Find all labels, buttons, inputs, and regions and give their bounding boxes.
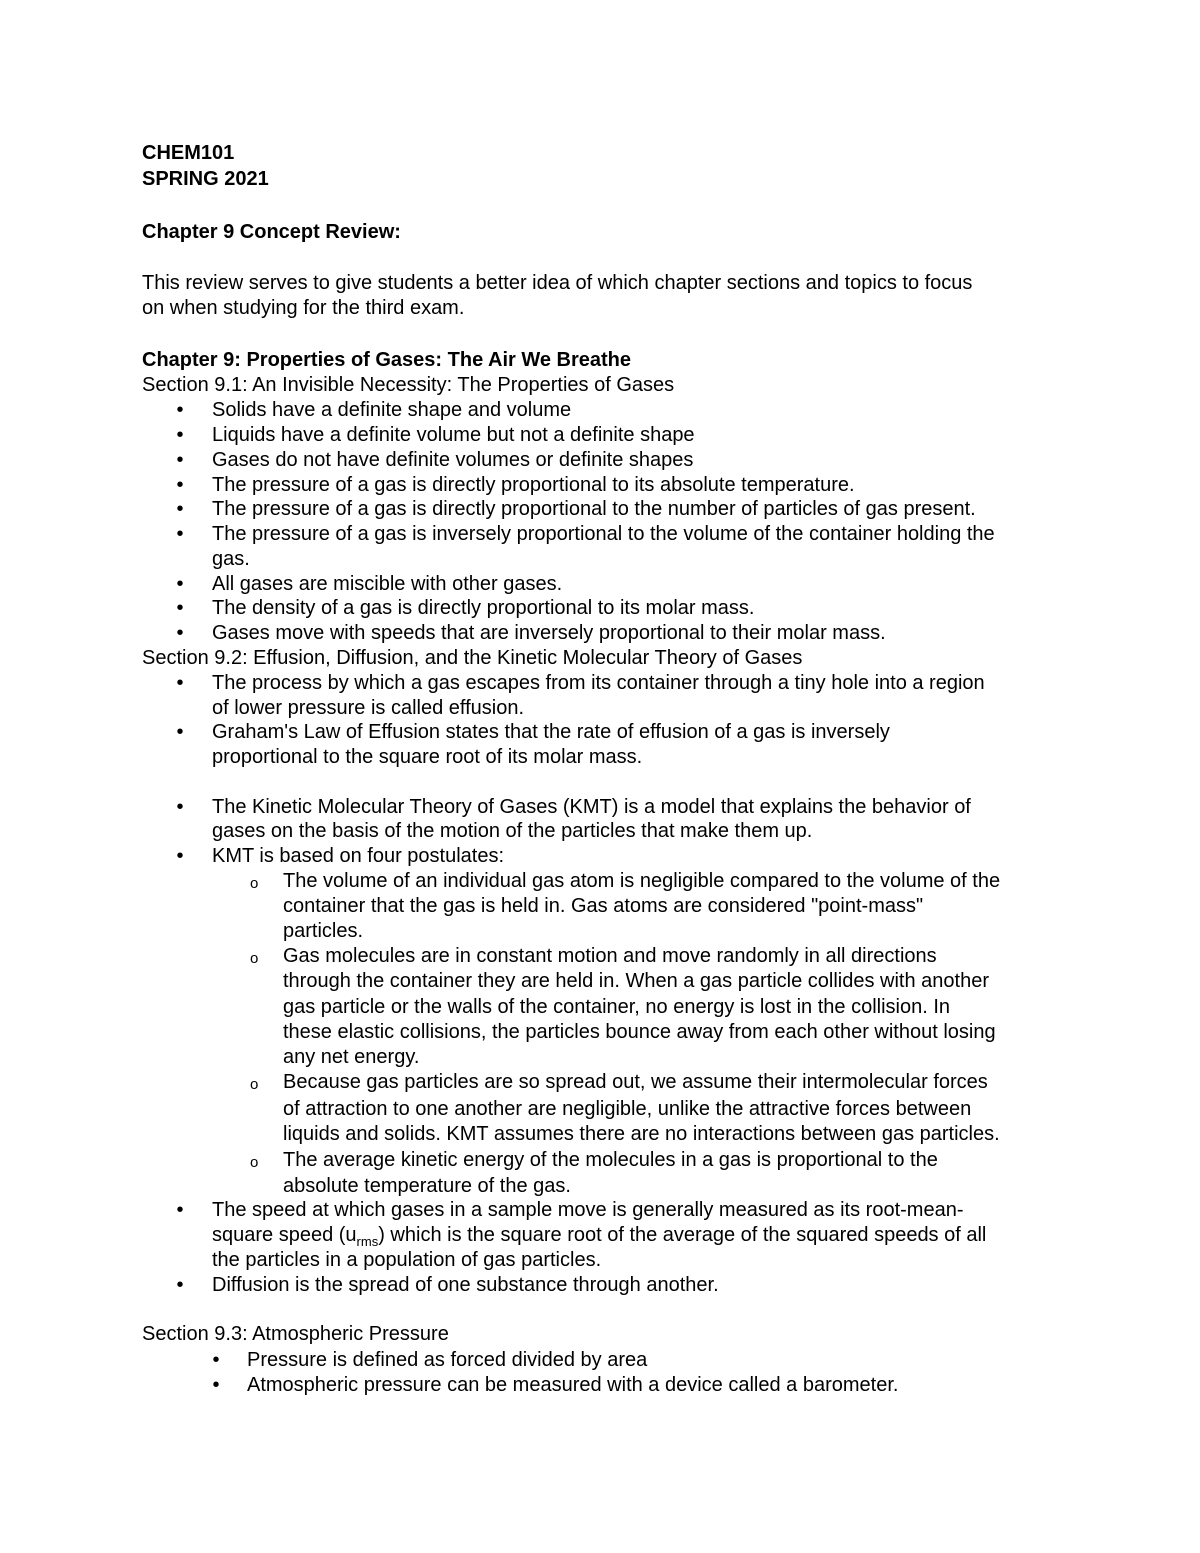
list-item: The speed at which gases in a sample move is generally measured as its root-mean-: [212, 1199, 964, 1221]
list-item: Gases move with speeds that are inversely proportional to their molar mass.: [212, 622, 886, 644]
list-item: The pressure of a gas is directly proportional to the number of particles of gas present.: [212, 498, 976, 520]
sub-list-item-continued: container that the gas is held in. Gas atoms are considered "point-mass": [283, 895, 924, 917]
rms-text-start: square speed (u: [212, 1224, 357, 1246]
bullet-icon: •: [176, 449, 184, 471]
list-item: The density of a gas is directly proportional to its molar mass.: [212, 597, 755, 619]
sub-list-item: Because gas particles are so spread out, we assume their intermolecular forces: [283, 1071, 988, 1093]
bullet-icon: •: [176, 573, 184, 595]
bullet-icon: •: [176, 845, 184, 867]
list-item: Diffusion is the spread of one substance through another.: [212, 1274, 719, 1296]
bullet-icon: •: [176, 1199, 184, 1221]
list-item: The Kinetic Molecular Theory of Gases (KMT) is a model that explains the behavior of: [212, 796, 971, 818]
bullet-icon: •: [176, 672, 184, 694]
sub-list-item-continued: absolute temperature of the gas.: [283, 1175, 571, 1197]
bullet-icon: •: [176, 498, 184, 520]
list-item-continued: of lower pressure is called effusion.: [212, 697, 525, 719]
list-item-continued: gases on the basis of the motion of the particles that make them up.: [212, 820, 813, 842]
term: SPRING 2021: [142, 168, 269, 190]
section-title: Section 9.2: Effusion, Diffusion, and the Kinetic Molecular Theory of Gases: [142, 647, 803, 669]
rms-subscript: rms: [356, 1234, 379, 1249]
sub-list-item-continued: any net energy.: [283, 1046, 420, 1068]
sub-bullet-icon: o: [250, 1076, 259, 1093]
bullet-icon: •: [176, 721, 184, 743]
sub-list-item-continued: gas particle or the walls of the container, no energy is lost in the collision. In: [283, 996, 951, 1018]
rms-text-end: ) which is the square root of the average of the squared speeds of all: [378, 1224, 987, 1246]
sub-bullet-icon: o: [250, 875, 259, 892]
sub-list-item: The volume of an individual gas atom is negligible compared to the volume of the: [283, 870, 1001, 892]
sub-list-item-continued: these elastic collisions, the particles bounce away from each other without losing: [283, 1021, 996, 1043]
list-item: Atmospheric pressure can be measured with a device called a barometer.: [247, 1374, 899, 1396]
list-item-continued: gas.: [212, 548, 250, 570]
bullet-icon: •: [176, 474, 184, 496]
bullet-icon: •: [212, 1374, 220, 1396]
bullet-icon: •: [176, 399, 184, 421]
list-item: Liquids have a definite volume but not a definite shape: [212, 424, 695, 446]
list-item-continued: the particles in a population of gas particles.: [212, 1249, 602, 1271]
bullet-icon: •: [176, 523, 184, 545]
sub-bullet-icon: o: [250, 1154, 259, 1171]
section-title: Section 9.3: Atmospheric Pressure: [142, 1323, 449, 1345]
list-item: The pressure of a gas is directly proportional to its absolute temperature.: [212, 474, 855, 496]
course-code: CHEM101: [142, 142, 235, 164]
bullet-icon: •: [176, 597, 184, 619]
bullet-icon: •: [176, 1274, 184, 1296]
review-title: Chapter 9 Concept Review:: [142, 221, 401, 243]
sub-list-item: Gas molecules are in constant motion and move randomly in all directions: [283, 945, 937, 967]
list-item-continued: proportional to the square root of its molar mass.: [212, 746, 643, 768]
list-item: Pressure is defined as forced divided by area: [247, 1349, 648, 1371]
sub-list-item-continued: liquids and solids. KMT assumes there are no interactions between gas particles.: [283, 1123, 1000, 1145]
sub-list-item: The average kinetic energy of the molecules in a gas is proportional to the: [283, 1149, 938, 1171]
list-item: The pressure of a gas is inversely proportional to the volume of the container holding the: [212, 523, 995, 545]
list-item: Graham's Law of Effusion states that the rate of effusion of a gas is inversely: [212, 721, 890, 743]
intro-line: on when studying for the third exam.: [142, 297, 465, 319]
list-item: Gases do not have definite volumes or definite shapes: [212, 449, 694, 471]
bullet-icon: •: [176, 796, 184, 818]
list-item: All gases are miscible with other gases.: [212, 573, 563, 595]
chapter-title: Chapter 9: Properties of Gases: The Air We Breathe: [142, 349, 632, 371]
sub-list-item-continued: of attraction to one another are negligible, unlike the attractive forces between: [283, 1098, 972, 1120]
section-title: Section 9.1: An Invisible Necessity: The Properties of Gases: [142, 374, 675, 396]
intro-line: This review serves to give students a better idea of which chapter sections and topics to focus: [142, 272, 973, 294]
bullet-icon: •: [176, 424, 184, 446]
sub-list-item-continued: particles.: [283, 920, 364, 942]
list-item: Solids have a definite shape and volume: [212, 399, 572, 421]
bullet-icon: •: [176, 622, 184, 644]
list-item: KMT is based on four postulates:: [212, 845, 505, 867]
sub-list-item-continued: through the container they are held in. When a gas particle collides with another: [283, 970, 989, 992]
bullet-icon: •: [212, 1349, 220, 1371]
list-item: The process by which a gas escapes from its container through a tiny hole into a region: [212, 672, 985, 694]
sub-bullet-icon: o: [250, 950, 259, 967]
